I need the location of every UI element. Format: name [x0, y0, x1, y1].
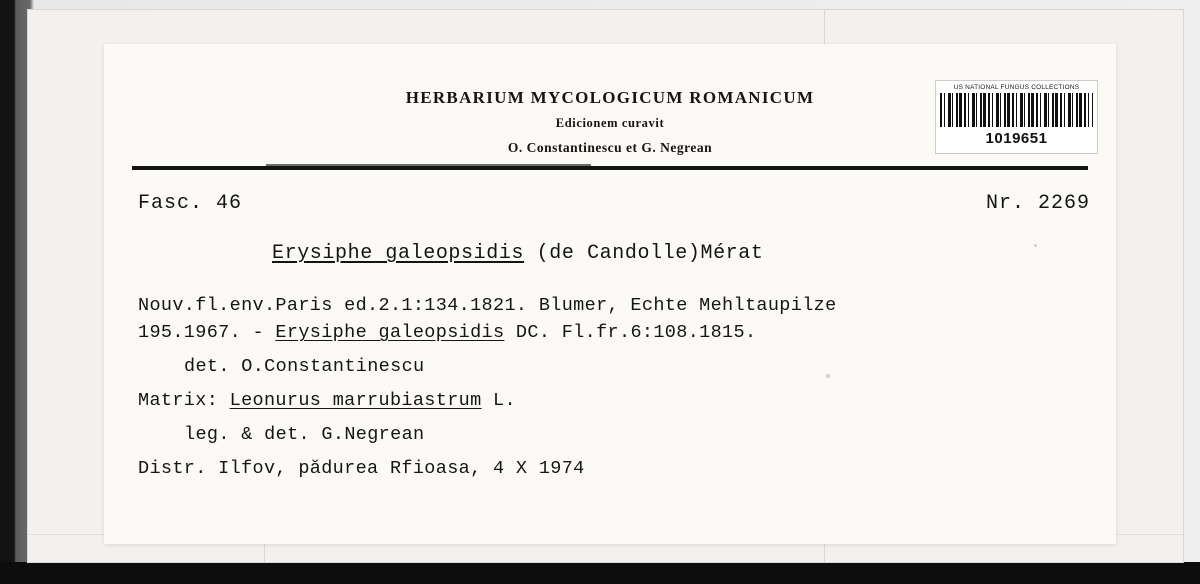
edition-line: Edicionem curavit — [555, 116, 665, 130]
reference-prefix: 195.1967. - — [138, 322, 276, 343]
collector-line: leg. & det. G.Negrean — [184, 424, 425, 445]
barcode-caption: US NATIONAL FUNGUS COLLECTIONS — [953, 84, 1080, 91]
reference-line-1: Nouv.fl.env.Paris ed.2.1:134.1821. Blumer, Echte Mehltaupilze — [138, 295, 837, 316]
taxon-spacer — [524, 242, 537, 265]
taxon-name: Erysiphe galeopsidis — [272, 242, 525, 265]
institution-title: HERBARIUM MYCOLOGICUM ROMANICUM — [405, 88, 815, 107]
label-paper — [104, 44, 1116, 544]
reference-line-2 — [138, 319, 1096, 346]
reference-suffix: DC. Fl.fr.6:108.1815. — [504, 322, 757, 343]
matrix-label: Matrix: — [138, 390, 230, 411]
specimen-label-card — [28, 10, 1183, 562]
label-body — [138, 292, 1096, 482]
matrix-host: Leonurus marrubiastrum — [229, 390, 482, 411]
barcode-number: 1019651 — [985, 130, 1048, 147]
taxon-line — [272, 242, 764, 265]
matrix-line — [138, 387, 1096, 414]
editors-line: O. Constantinescu et G. Negrean — [507, 140, 713, 155]
determiner-line: det. O.Constantinescu — [184, 356, 425, 377]
specimen-number: Nr. 2269 — [985, 192, 1090, 215]
reference-taxon: Erysiphe galeopsidis — [275, 322, 505, 343]
fascicle-row — [138, 192, 1090, 215]
fascicle-label: Fasc. 46 — [138, 192, 243, 215]
locality-line: Distr. Ilfov, pădurea Rfioasa, 4 X 1974 — [138, 458, 585, 479]
barcode-icon — [940, 93, 1093, 127]
barcode-block — [935, 80, 1098, 154]
header-divider — [132, 166, 1088, 170]
matrix-host-authority: L. — [481, 390, 516, 411]
paper-smudge — [1034, 244, 1037, 247]
taxon-authority: (de Candolle)Mérat — [536, 242, 764, 265]
